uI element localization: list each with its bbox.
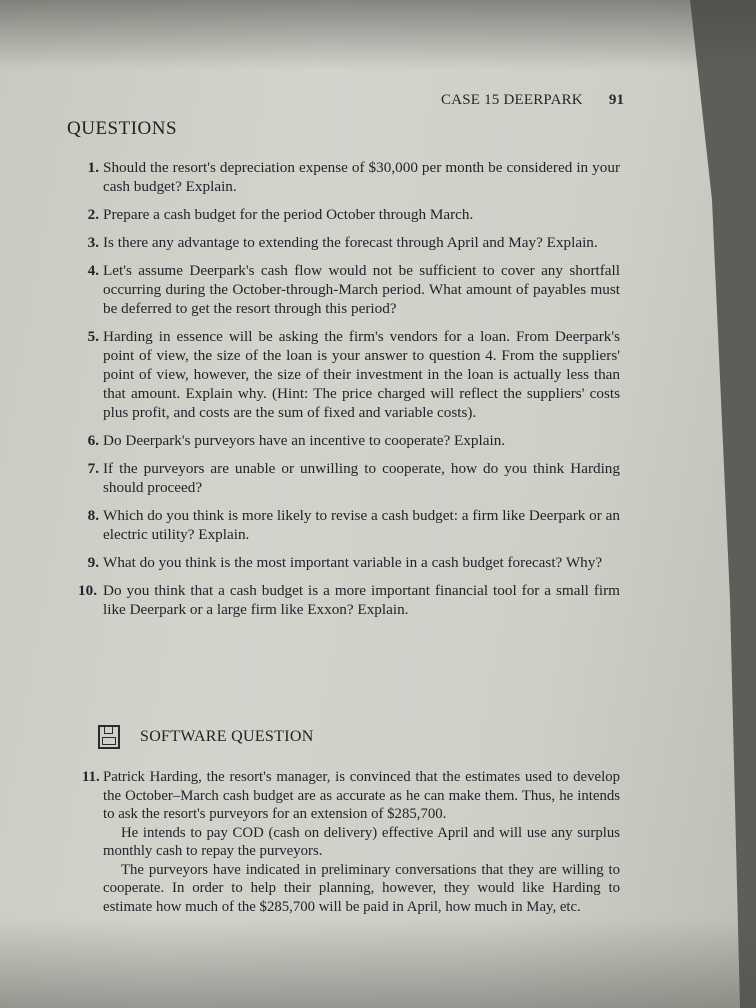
software-question-body — [82, 768, 620, 916]
question-text: Let's assume Deerpark's cash flow would not be sufficient to cover any shortfall occurring during the October-through-March period. What amount of payables must be deferred to get the resort through this period? — [103, 262, 620, 317]
question-text: What do you think is the most important variable in a cash budget forecast? Why? — [103, 554, 603, 571]
page-number: 91 — [608, 92, 625, 108]
question-number: 10. — [78, 582, 97, 599]
questions-list — [75, 158, 620, 628]
software-question-header — [98, 722, 314, 752]
question-item — [75, 158, 620, 196]
software-question-paragraph: He intends to pay COD (cash on delivery) effective April and will use any surplus monthly cash to repay the purveyors. — [103, 824, 620, 859]
software-question-heading: SOFTWARE QUESTION — [140, 728, 314, 745]
question-number: 1. — [87, 159, 99, 176]
question-number: 3. — [87, 234, 99, 251]
running-head-case: CASE 15 DEERPARK — [441, 92, 583, 108]
software-question-paragraph: The purveyors have indicated in preliminary conversations that they are willing to cooperate. In order to help their planning, however, they would like Harding to estimate how much of the $285,700 will be paid in April, how much in May, etc. — [103, 861, 620, 915]
question-number: 7. — [87, 460, 99, 477]
question-text: Which do you think is more likely to revise a cash budget: a firm like Deerpark or an electric utility? Explain. — [103, 507, 620, 543]
question-text: Should the resort's depreciation expense of $30,000 per month be considered in your cash budget? Explain. — [103, 159, 620, 195]
floppy-shutter — [104, 727, 113, 734]
question-number: 11. — [82, 769, 100, 785]
question-item — [75, 581, 620, 619]
page-bottom-shadow — [0, 918, 756, 1008]
floppy-label — [102, 737, 116, 745]
question-item — [75, 261, 620, 318]
question-number: 5. — [87, 328, 99, 345]
question-item — [75, 553, 620, 572]
question-item — [75, 431, 620, 450]
question-number: 9. — [87, 554, 99, 571]
floppy-disk-icon — [98, 725, 120, 749]
running-head — [441, 92, 624, 109]
software-question-paragraph — [82, 768, 620, 824]
question-text: Is there any advantage to extending the forecast through April and May? Explain. — [103, 234, 598, 251]
question-item — [75, 233, 620, 252]
question-number: 6. — [87, 432, 99, 449]
page-top-shadow — [0, 0, 756, 70]
question-text: Do Deerpark's purveyors have an incentive to cooperate? Explain. — [103, 432, 506, 449]
question-text: Do you think that a cash budget is a more important financial tool for a small firm like Deerpark or a large firm like Exxon? Explain. — [103, 582, 620, 618]
paragraph-text: Patrick Harding, the resort's manager, is convinced that the estimates used to develop the October–March cash budget are as accurate as he can make them. Thus, he intends to ask the resort's purveyors for an extension of $285,700. — [103, 769, 620, 822]
question-item — [75, 506, 620, 544]
question-number: 8. — [87, 507, 99, 524]
question-number: 2. — [87, 206, 99, 223]
questions-heading: QUESTIONS — [67, 118, 178, 139]
question-text: Harding in essence will be asking the firm's vendors for a loan. From Deerpark's point of view, the size of the loan is your answer to question 4. From the suppliers' point of view, however, the size of their investment in the loan is actually less than that amount. Explain why. (Hint: The price charged will reflect the suppliers' costs plus profit, and costs are the sum of fixed and variable costs). — [103, 328, 620, 421]
question-number: 4. — [87, 262, 99, 279]
question-item — [75, 205, 620, 224]
question-text: If the purveyors are unable or unwilling to cooperate, how do you think Harding should proceed? — [103, 460, 620, 496]
question-item — [75, 327, 620, 422]
question-text: Prepare a cash budget for the period October through March. — [103, 206, 474, 223]
question-item — [75, 459, 620, 497]
